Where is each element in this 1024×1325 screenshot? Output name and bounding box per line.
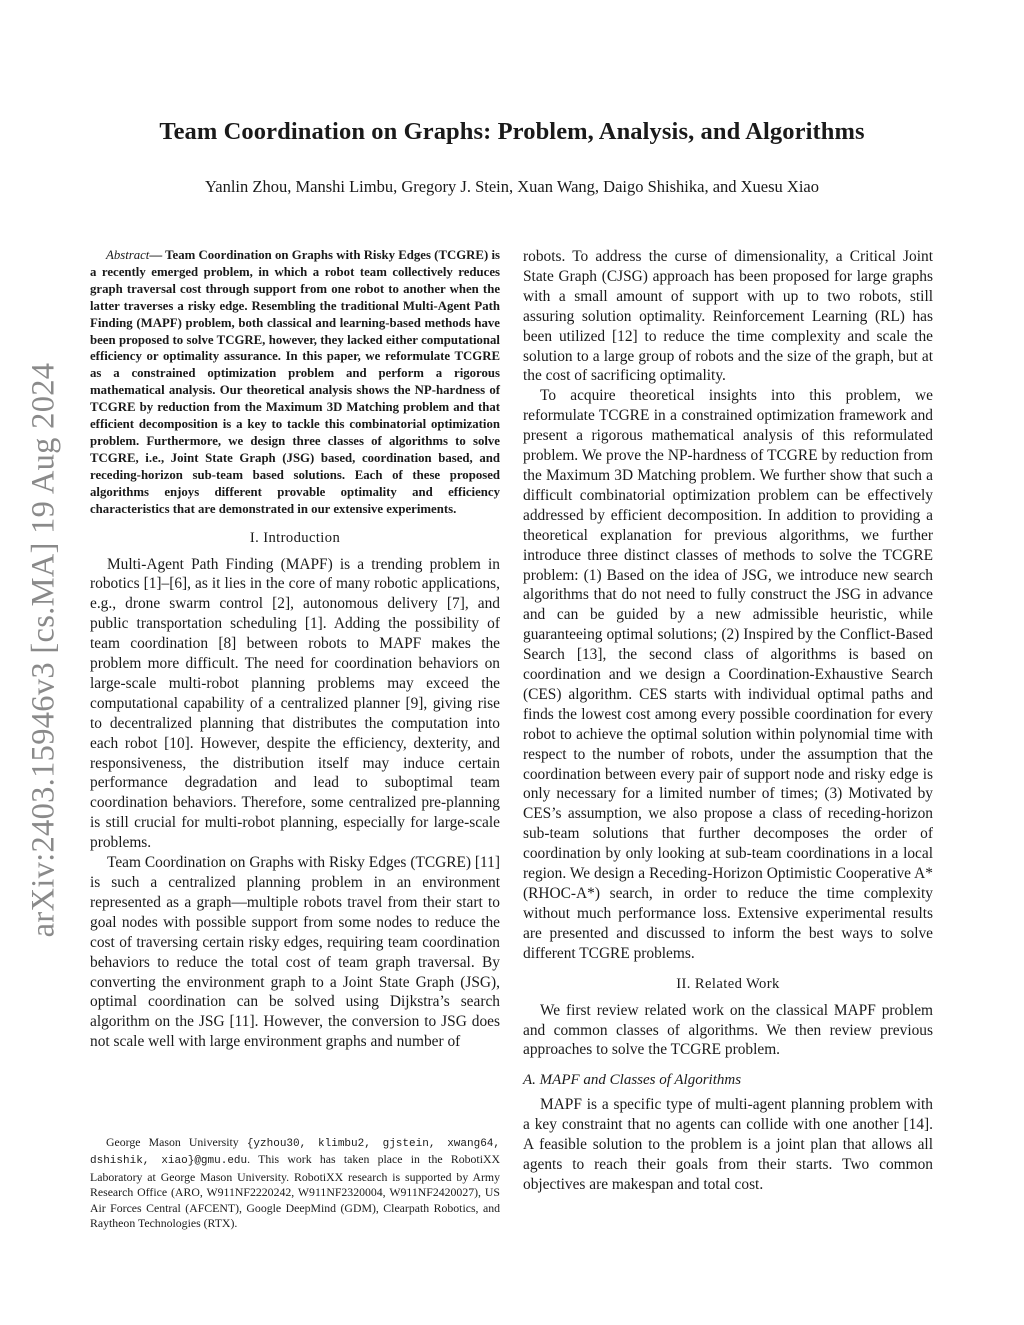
section-heading-introduction: I. Introduction xyxy=(249,529,341,546)
paragraph: Team Coordination on Graphs with Risky Edges (TCGRE) [11] is such a centralized planning problem in an environment represented as a graph—multiple robots travel from their start to goal nodes with possible support from some nodes to reduce the cost of traversing certain risky edges, requiring team coordination behaviors to reduce the total cost of team graph traversal. By converting the environment graph to a Joint State Graph (JSG), optimal coordination can be solved using Dijkstra’s search algorithm on the JSG [11]. However, the conversion to JSG does not scale well with large environment graphs and number of xyxy=(90,854,500,1051)
paragraph: MAPF is a specific type of multi-agent planning problem with a key constraint that no agents can collide with one another [14]. A feasible solution to the problem is a joint plan that allows all agents to reach their goals from their starts. Two common objectives are makespan and total cost. xyxy=(523,1096,933,1193)
paragraph: robots. To address the curse of dimensionality, a Critical Joint State Graph (CJSG) approach has been proposed for large graphs with a small amount of support with up to two robots, still assuring solution optimality. Reinforcement Learning (RL) has been utilized [12] to reduce the time complexity and scale the solution to a large group of robots and the size of the graph, but at the cost of sacrificing optimality. xyxy=(523,248,933,385)
section-heading-related-work: II. Related Work xyxy=(676,975,780,992)
paragraph: To acquire theoretical insights into this problem, we reformulate TCGRE in a constrained optimization framework and present a rigorous mathematical analysis of this reformulated problem. We prove the NP-hardness of TCGRE by reduction from the Maximum 3D Matching problem. We further show that such a difficult combinatorial optimization problem can be effectively addressed by efficient decomposition. In addition to providing a theoretical explanation for previous algorithms, we further introduce three distinct classes of methods to solve the TCGRE problem: (1) Based on the idea of JSG, we introduce new search algorithms that do not need to fully construct the JSG in advance and can be guided by a new admissible heuristic, while guaranteeing optimal solutions; (2) Inspired by the Conflict-Based Search [13], the second class of algorithms is based on coordination and we design a Coordination-Exhaustive Search (CES) algorithm. CES starts with individual optimal paths and finds the lowest cost among every possible coordination for every robot to achieve the optimal solution within polynomial time with respect to the number of robots, under the assumption that the coordination between every pair of support node and risky edge is only necessary for a limited number of times; (3) Motivated by CES’s assumption, we also propose a class of receding-horizon sub-team solutions that further decomposes the order of coordination by only looking at sub-team coordinations in a local region. We design a Receding-Horizon Optimistic Cooperative A* (RHOC-A*) search, in order to reduce the time complexity without much performance loss. Extensive experimental results are presented and discussed to inform the best ways to solve different TCGRE problems. xyxy=(523,387,933,962)
footnote-emails: {yzhou30, klimbu2, gjstein, xwang64, dshishik, xiao}@gmu.edu xyxy=(90,1138,501,1168)
left-column xyxy=(90,247,500,1052)
abstract-lead: Abstract xyxy=(106,248,150,262)
paper-title: Team Coordination on Graphs: Problem, Analysis, and Algorithms xyxy=(159,118,865,145)
footnote xyxy=(90,1135,500,1231)
footnote-text: . This work has taken place in the RobotiXX Laboratory at George Mason University. RobotiXX research is supported by Army Research Office (ARO, W911NF2220242, W911NF2320004, W911NF2420027), US Air Forces Central (AFCENT), Google DeepMind (GDM), Clearpath Robotics, and Raytheon Technologies (RTX). xyxy=(90,1152,501,1231)
abstract-text: — Team Coordination on Graphs with Risky Edges (TCGRE) is a recently emerged problem, in which a robot team collectively reduces graph traversal cost through support from one robot to another when the latter traverses a risky edge. Resembling the traditional Multi-Agent Path Finding (MAPF) problem, both classical and learning-based methods have been proposed to solve TCGRE, however, they lacked either computational efficiency or optimality assurance. In this paper, we reformulate TCGRE as a constrained optimization problem and perform a rigorous mathematical analysis. Our theoretical analysis shows the NP-hardness of TCGRE by reduction from the Maximum 3D Matching problem and that efficient decomposition is a key to tackle this combinatorial optimization problem. Furthermore, we design three classes of algorithms to solve TCGRE, i.e., Joint State Graph (JSG) based, coordination based, and receding-horizon sub-team based solutions. Each of these proposed algorithms enjoys different provable optimality and efficiency characteristics that are demonstrated in our extensive experiments. xyxy=(90,248,500,516)
footnote-affiliation: George Mason University xyxy=(106,1135,239,1149)
paragraph: We first review related work on the classical MAPF problem and common classes of algorithms. We then review previous approaches to solve the TCGRE problem. xyxy=(523,1001,933,1059)
author-list: Yanlin Zhou, Manshi Limbu, Gregory J. Stein, Xuan Wang, Daigo Shishika, and Xuesu Xiao xyxy=(204,177,819,196)
abstract xyxy=(90,247,500,518)
right-column xyxy=(523,247,933,1195)
arxiv-stamp: arXiv:2403.15946v3 [cs.MA] 19 Aug 2024 xyxy=(25,362,62,938)
subsection-heading: A. MAPF and Classes of Algorithms xyxy=(523,1072,742,1089)
right-body xyxy=(523,247,933,1195)
left-body xyxy=(90,530,500,1053)
paragraph: Multi-Agent Path Finding (MAPF) is a trending problem in robotics [1]–[6], as it lies in the core of many robotic applications, e.g., drone swarm control [2], autonomous delivery [7], and public transportation scheduling [1]. Adding the possibility of team coordination [8] between robots to MAPF makes the problem more difficult. The need for coordination behaviors on large-scale multi-robot planning problems may exceed the computational capability of a centralized planner [9], giving rise to decentralized planning that distributes the computation into each robot [10]. However, despite the efficiency, dexterity, and responsiveness, the distribution itself may induce certain performance degradation and lead to suboptimal team coordination behaviors. Therefore, some centralized pre-planning is still crucial for multi-robot planning, especially for large-scale problems. xyxy=(90,555,500,852)
